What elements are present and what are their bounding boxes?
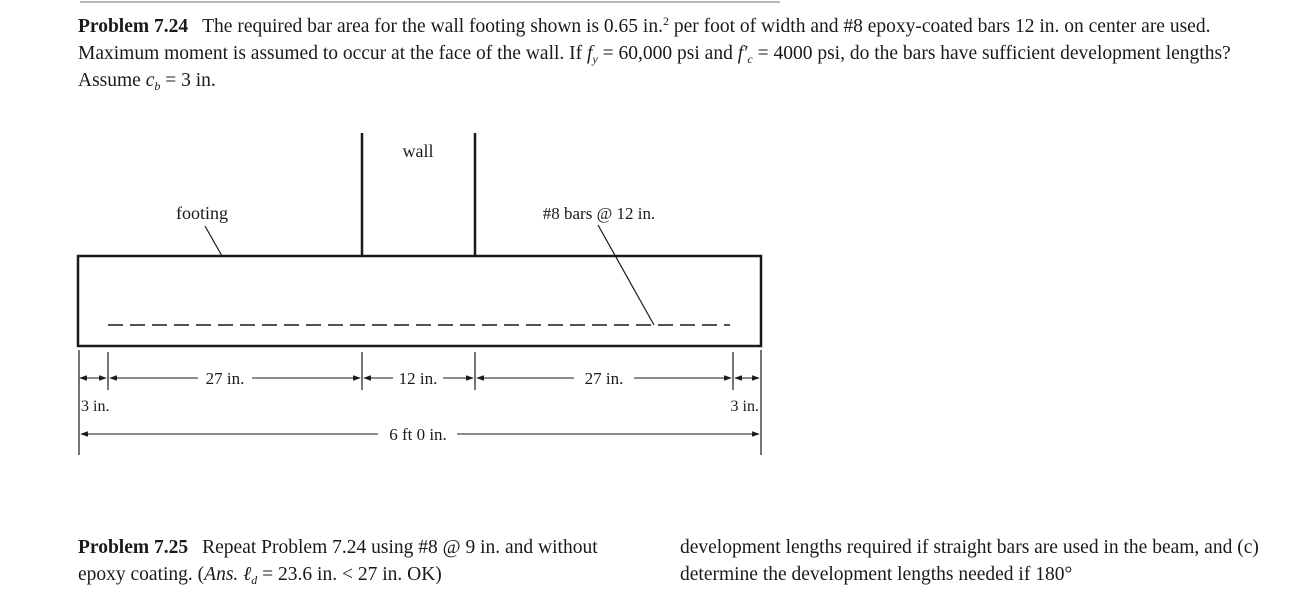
dim-left-cover-label: 3 in. — [81, 398, 110, 415]
footing-leader-line — [205, 226, 222, 256]
dim-left-projection-label: 27 in. — [205, 369, 245, 388]
footing-outline — [78, 256, 761, 346]
wall-label: wall — [402, 141, 434, 161]
answer-label: Ans. — [204, 564, 239, 585]
footing-label: footing — [176, 203, 228, 223]
dim-right-cover-label: 3 in. — [730, 398, 759, 415]
ld-symbol: ℓ — [243, 564, 252, 585]
problem-7-25-statement: Problem 7.25 Repeat Problem 7.24 using #8 @ 9 in. and without epoxy coating. (Ans. ℓ$_d$ = 23.6 in. < 27 in. OK) — [78, 537, 598, 587]
dim-wall-width-label: 12 in. — [398, 369, 438, 388]
bars-leader-line — [598, 225, 654, 325]
dim-right-projection-label: 27 in. — [584, 369, 624, 388]
bars-label: #8 bars @ 12 in. — [542, 204, 656, 223]
fy-symbol: f — [587, 43, 593, 64]
problem-number: Problem 7.25 — [78, 537, 189, 558]
dim-total-label: 6 ft 0 in. — [389, 425, 447, 444]
next-column-text: development lengths required if straight bars are used in the beam, and (c) determine the development lengths needed if 180° — [680, 537, 1259, 585]
fc-symbol: f′ — [737, 43, 748, 64]
problem-7-24-statement: Problem 7.24 The required bar area for the wall footing shown is 0.65 in.$^2$ per foot of width and #8 epoxy-coated bars 12 in. on center are used. Maximum moment is assumed to occur at the face of the wall. If $f_y = 60,000$ psi and $f'_c = 4000$ psi, do the bars have sufficient development lengths? Assume $c_b = 3$ in. — [78, 14, 1231, 93]
problem-number: Problem 7.24 — [78, 16, 189, 37]
cb-symbol: c — [145, 70, 155, 91]
